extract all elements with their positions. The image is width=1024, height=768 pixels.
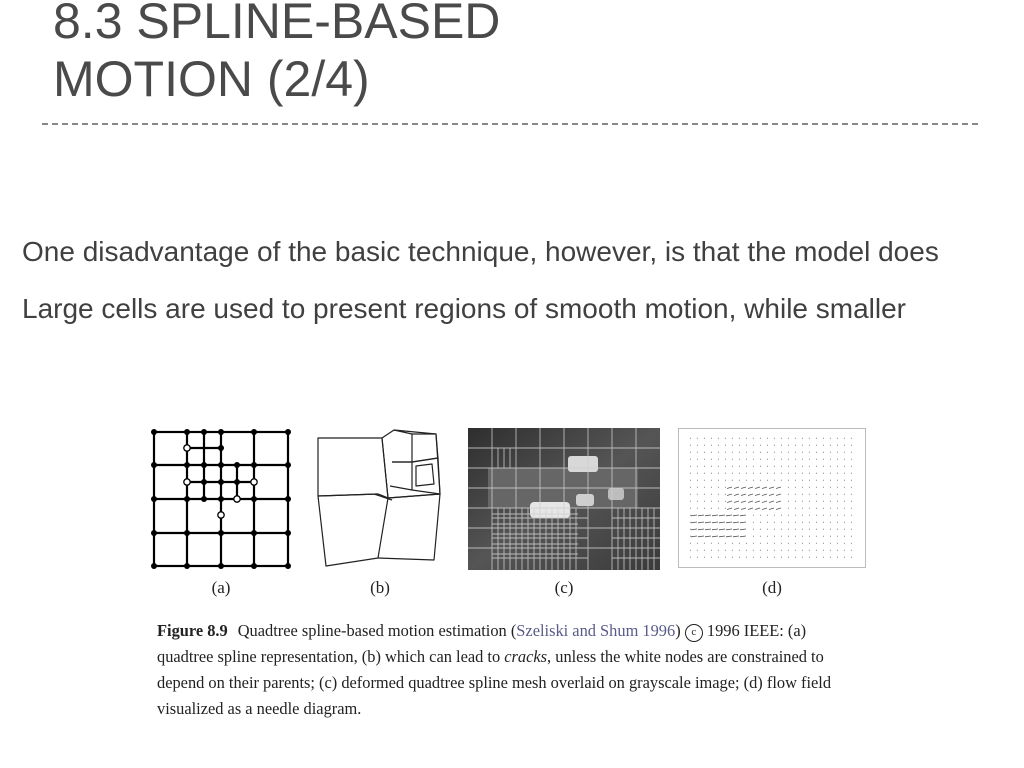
figure-label-a: (a) [211, 578, 231, 597]
citation-link[interactable]: Szeliski and Shum 1996 [516, 621, 676, 640]
figure-panel-c-mesh-overlay [468, 428, 660, 570]
figure-panel-d-needle-diagram [678, 428, 866, 568]
caption-text-close: ) [675, 621, 681, 640]
caption-text-rest: , unless the white nodes are constrained to depend on their parents; (c) deformed quadtree spline mesh overlaid on grayscale image; (d) flow field visualized as a needle diagram. [157, 647, 832, 718]
slide-title: 8.3 SPLINE-BASED MOTION (2/4) [53, 0, 501, 107]
caption-emphasis: cracks [504, 647, 548, 666]
body-text-line-2: Large cells are used to present regions of smooth motion, while smaller [22, 293, 906, 324]
title-divider [42, 123, 978, 125]
figure-number: Figure 8.9 [157, 621, 228, 640]
figure-label-c: (c) [554, 578, 574, 597]
caption-text-intro: Quadtree spline-based motion estimation ( [237, 621, 517, 640]
figure-label-b: (b) [370, 578, 390, 597]
figure-panel-b-cracked-mesh [312, 428, 444, 570]
body-text-line-1: One disadvantage of the basic technique, however, is that the model does [22, 236, 939, 267]
figure-panel-a-quadtree-grid [150, 428, 292, 572]
figure-label-d: (d) [762, 578, 782, 597]
figure-caption [157, 618, 857, 722]
copyright-icon: c [685, 624, 703, 642]
caption-text-main: 1996 IEEE: (a) quadtree spline representation, (b) which can lead to [157, 621, 807, 666]
